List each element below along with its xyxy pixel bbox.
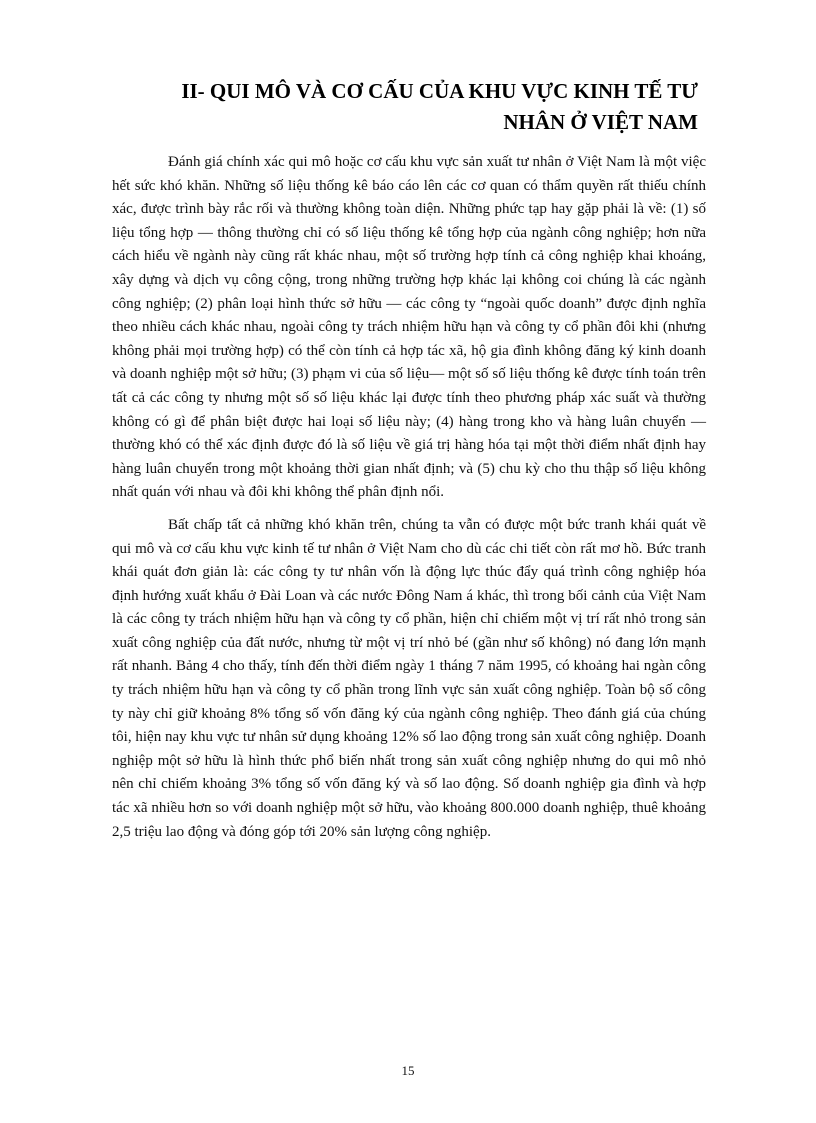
section-heading-line-1: II- QUI MÔ VÀ CƠ CẤU CỦA KHU VỰC KINH TẾ TƯ (181, 79, 698, 103)
paragraph-2: Bất chấp tất cả những khó khăn trên, chúng ta vẫn có được một bức tranh khái quát về qui mô và cơ cấu khu vực kinh tế tư nhân ở Việt Nam cho dù các chi tiết còn rất mơ hồ. Bức tranh khái quát đơn giản là: các công ty tư nhân vốn là động lực thúc đẩy quá trình công nghiệp hóa định hướng xuất khẩu ở Đài Loan và các nước Đông Nam á khác, thì trong bối cảnh của Việt Nam là các công ty trách nhiệm hữu hạn và công ty cổ phần, hiện chỉ chiếm một vị trí rất nhỏ trong sản xuất công nghiệp của đất nước, nhưng từ một vị trí nhỏ bé (gần như số không) nó đang lớn mạnh rất nhanh. Bảng 4 cho thấy, tính đến thời điểm ngày 1 tháng 7 năm 1995, có khoảng hai ngàn công ty trách nhiệm hữu hạn và công ty cổ phần trong lĩnh vực sản xuất công nghiệp. Toàn bộ số công ty này chỉ giữ khoảng 8% tổng số vốn đăng ký của ngành công nghiệp. Theo đánh giá của chúng tôi, hiện nay khu vực tư nhân sử dụng khoảng 12% số lao động trong sản xuất công nghiệp. Doanh nghiệp một sở hữu là hình thức phổ biến nhất trong sản xuất công nghiệp nhưng do qui mô nhỏ nên chỉ chiếm khoảng 3% tổng số vốn đăng ký và số lao động. Số doanh nghiệp gia đình và hợp tác xã nhiều hơn so với doanh nghiệp một sở hữu, vào khoảng 800.000 doanh nghiệp, thuê khoảng 2,5 triệu lao động và đóng góp tới 20% sản lượng công nghiệp. (112, 516, 706, 840)
page-number: 15 (401, 1063, 415, 1078)
section-heading (118, 76, 698, 138)
body-text (112, 151, 706, 853)
section-heading-line-2: NHÂN Ở VIỆT NAM (503, 110, 698, 134)
paragraph-1: Đánh giá chính xác qui mô hoặc cơ cấu khu vực sản xuất tư nhân ở Việt Nam là một việc hết sức khó khăn. Những số liệu thống kê báo cáo lên các cơ quan có thẩm quyền rất thiếu chính xác, được trình bày rắc rối và thường không toàn diện. Những phức tạp hay gặp phải là về: (1) số liệu tổng hợp — thông thường chỉ có số liệu thống kê tổng hợp của ngành công nghiệp; hơn nữa cách hiểu về ngành này cũng rất khác nhau, một số trường hợp tính cả công nghiệp khai khoáng, xây dựng và dịch vụ công cộng, trong những trường hợp khác lại không coi chúng là các ngành công nghiệp; (2) phân loại hình thức sở hữu — các công ty “ngoài quốc doanh” được định nghĩa theo nhiều cách khác nhau, ngoài công ty trách nhiệm hữu hạn và công ty cổ phần đôi khi (nhưng không phải mọi trường hợp) có thể còn tính cả hợp tác xã, hộ gia đình không đăng ký kinh doanh và doanh nghiệp một sở hữu; (3) phạm vi của số liệu— một số số liệu thống kê được tính toán trên tất cả các công ty nhưng một số số liệu khác lại được tính theo phương pháp xác suất và thường không có gì để phân biệt được hai loại số liệu này; (4) hàng trong kho và hàng luân chuyển — thường khó có thể xác định được đó là số liệu về giá trị hàng hóa tại một thời điểm nhất định hay hàng luân chuyển trong một khoảng thời gian nhất định; và (5) chu kỳ cho thu thập số liệu không nhất quán với nhau và đôi khi không thể phân định nổi. (112, 154, 706, 501)
